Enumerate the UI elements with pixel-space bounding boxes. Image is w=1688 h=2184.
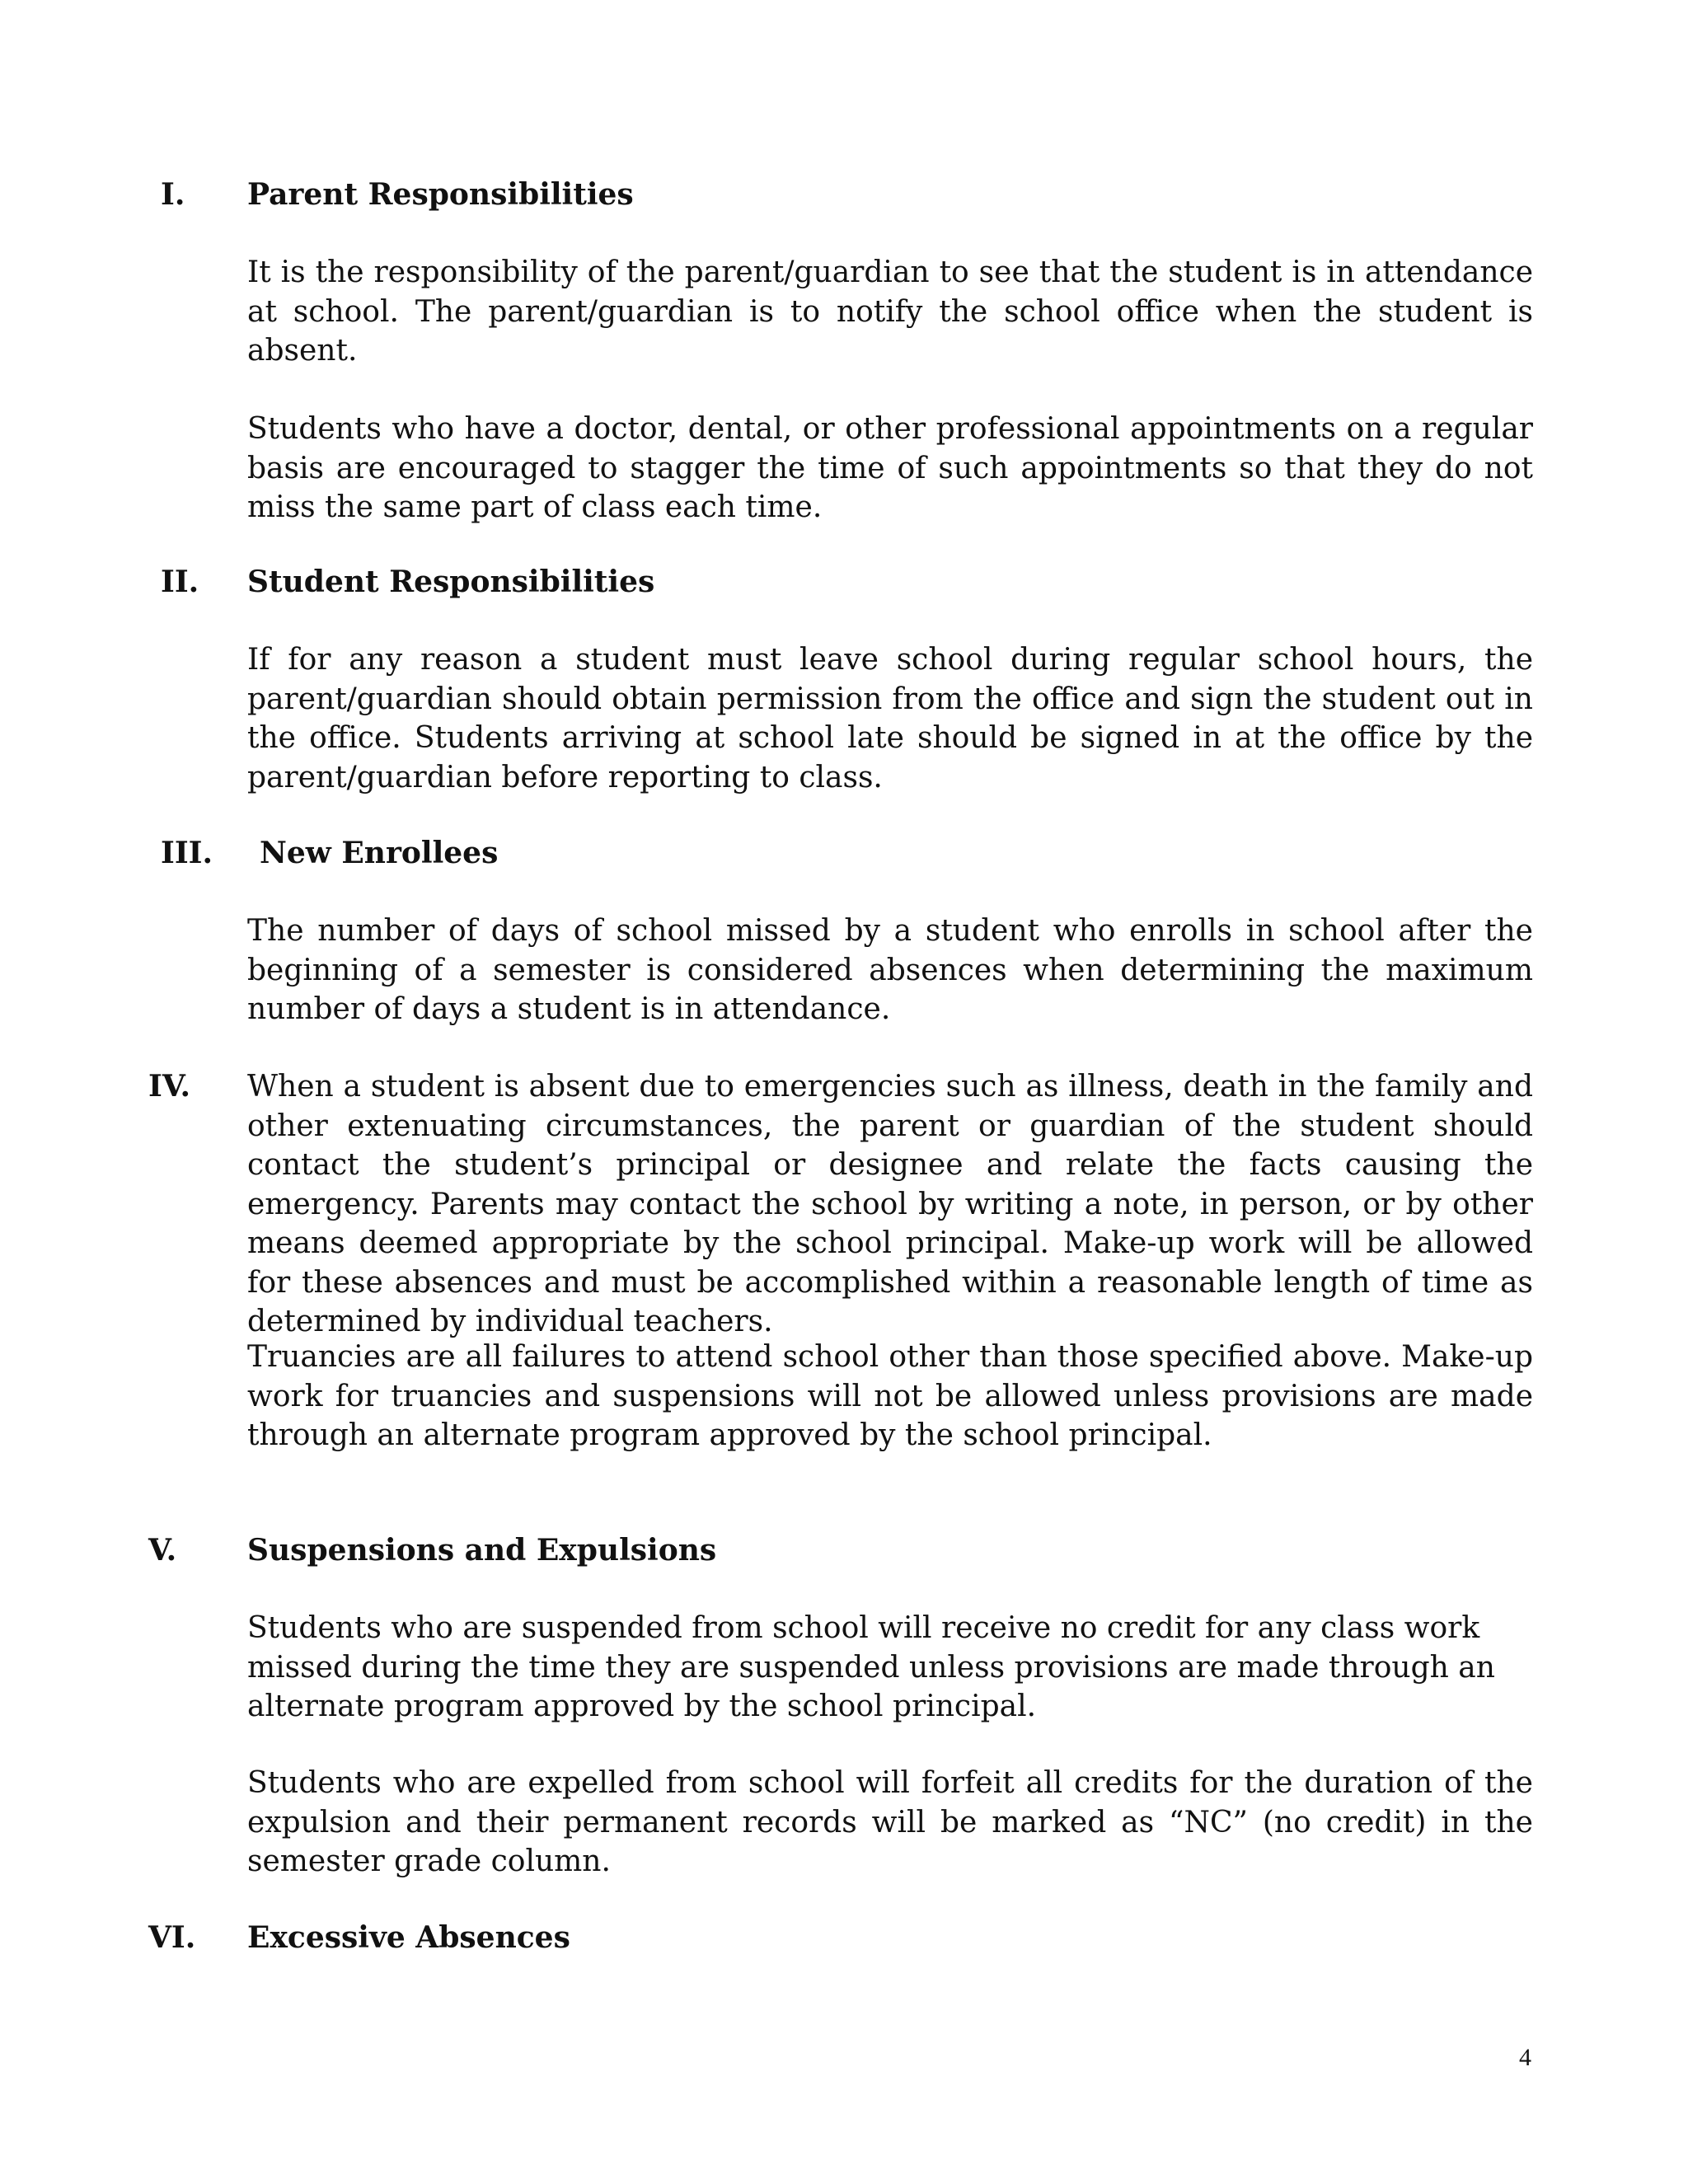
section-numeral: II.	[161, 565, 199, 599]
paragraph: It is the responsibility of the parent/guardian to see that the student is in attendance at school. The parent/guardian is to notify the school office when the student is absent.	[247, 255, 1533, 368]
section-heading: Student Responsibilities	[247, 565, 655, 599]
section-heading: Excessive Absences	[247, 1920, 570, 1955]
paragraph: Students who have a doctor, dental, or other professional appointments on a regular basis are encouraged to stagger the time of such appointments so that they do not miss the same part of class each time.	[247, 412, 1533, 524]
section-numeral: V.	[148, 1533, 177, 1568]
section-numeral: I.	[161, 177, 185, 212]
section-heading: Parent Responsibilities	[247, 177, 634, 212]
section-numeral: VI.	[148, 1920, 196, 1955]
section-heading: New Enrollees	[260, 836, 499, 870]
section-numeral: III.	[161, 836, 213, 870]
paragraph: When a student is absent due to emergencies such as illness, death in the family and other extenuating circumstances, the parent or guardian of the student should contact the student’s principal or designee and relate the facts causing the emergency. Parents may contact the school by writing a note, in person, or by other means deemed appropriate by the school principal. Make-up work will be allowed for these absences and must be accomplished within a reasonable length of time as determined by individual teachers.	[247, 1070, 1533, 1338]
paragraph: Students who are expelled from school will forfeit all credits for the duration of the expulsion and their permanent records will be marked as “NC” (no credit) in the semester grade column.	[247, 1766, 1533, 1878]
section-numeral: IV.	[148, 1069, 191, 1104]
paragraph: If for any reason a student must leave school during regular school hours, the parent/guardian should obtain permission from the office and sign the student out in the office. Students arriving at school late should be signed in at the office by the parent/guardian before reporting to class.	[247, 643, 1533, 794]
page-number: 4	[1519, 2044, 1531, 2071]
paragraph: Students who are suspended from school will receive no credit for any class work missed during the time they are suspended unless provisions are made through an alternate program approved by the school principal.	[247, 1611, 1495, 1723]
paragraph: The number of days of school missed by a student who enrolls in school after the beginning of a semester is considered absences when determining the maximum number of days a student is in attendance.	[247, 914, 1533, 1026]
paragraph: Truancies are all failures to attend school other than those specified above. Make-up work for truancies and suspensions will not be allowed unless provisions are made through an alternate program approved by the school principal.	[247, 1340, 1533, 1452]
section-heading: Suspensions and Expulsions	[247, 1533, 717, 1568]
